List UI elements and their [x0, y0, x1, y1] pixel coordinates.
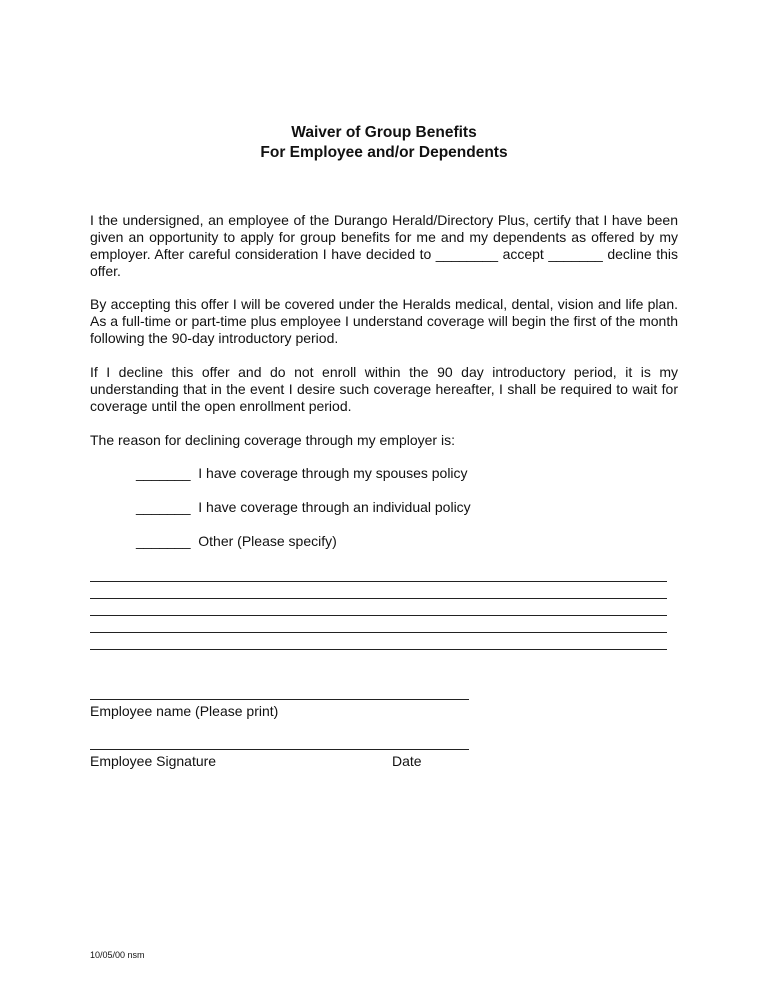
- employee-signature-line[interactable]: [90, 749, 469, 750]
- specify-line[interactable]: [90, 649, 667, 650]
- employee-name-label: Employee name (Please print): [90, 703, 279, 719]
- title-line-1: Waiver of Group Benefits: [291, 124, 477, 141]
- decline-paragraph: If I decline this offer and do not enroll within the 90 day introductory period, it is my understanding that in the event I desire such coverage hereafter, I shall be required to wait for coverage until the open enrollment period.: [90, 364, 678, 414]
- employee-name-line[interactable]: [90, 699, 469, 700]
- option-spouse-policy[interactable]: _______ I have coverage through my spouses policy: [136, 465, 468, 481]
- specify-line[interactable]: [90, 615, 667, 616]
- specify-line[interactable]: [90, 581, 667, 582]
- title-line-2: For Employee and/or Dependents: [260, 144, 508, 161]
- option-other[interactable]: _______ Other (Please specify): [136, 533, 337, 549]
- reason-prompt: The reason for declining coverage through my employer is:: [90, 432, 455, 448]
- certification-paragraph: I the undersigned, an employee of the Durango Herald/Directory Plus, certify that I have been given an opportunity to apply for group benefits for me and my dependents as offered by my employer. After careful consideration I have decided to ________ accept _______ decline this offer.: [90, 212, 678, 279]
- employee-signature-label: Employee Signature: [90, 753, 217, 769]
- footer-revision: 10/05/00 nsm: [90, 950, 145, 960]
- specify-line[interactable]: [90, 632, 667, 633]
- document-title: [0, 123, 768, 163]
- date-label: Date: [392, 753, 422, 769]
- option-individual-policy[interactable]: _______ I have coverage through an individual policy: [136, 499, 471, 515]
- specify-line[interactable]: [90, 598, 667, 599]
- coverage-paragraph: By accepting this offer I will be covered under the Heralds medical, dental, vision and life plan. As a full-time or part-time plus employee I understand coverage will begin the first of the month following the 90-day introductory period.: [90, 296, 678, 346]
